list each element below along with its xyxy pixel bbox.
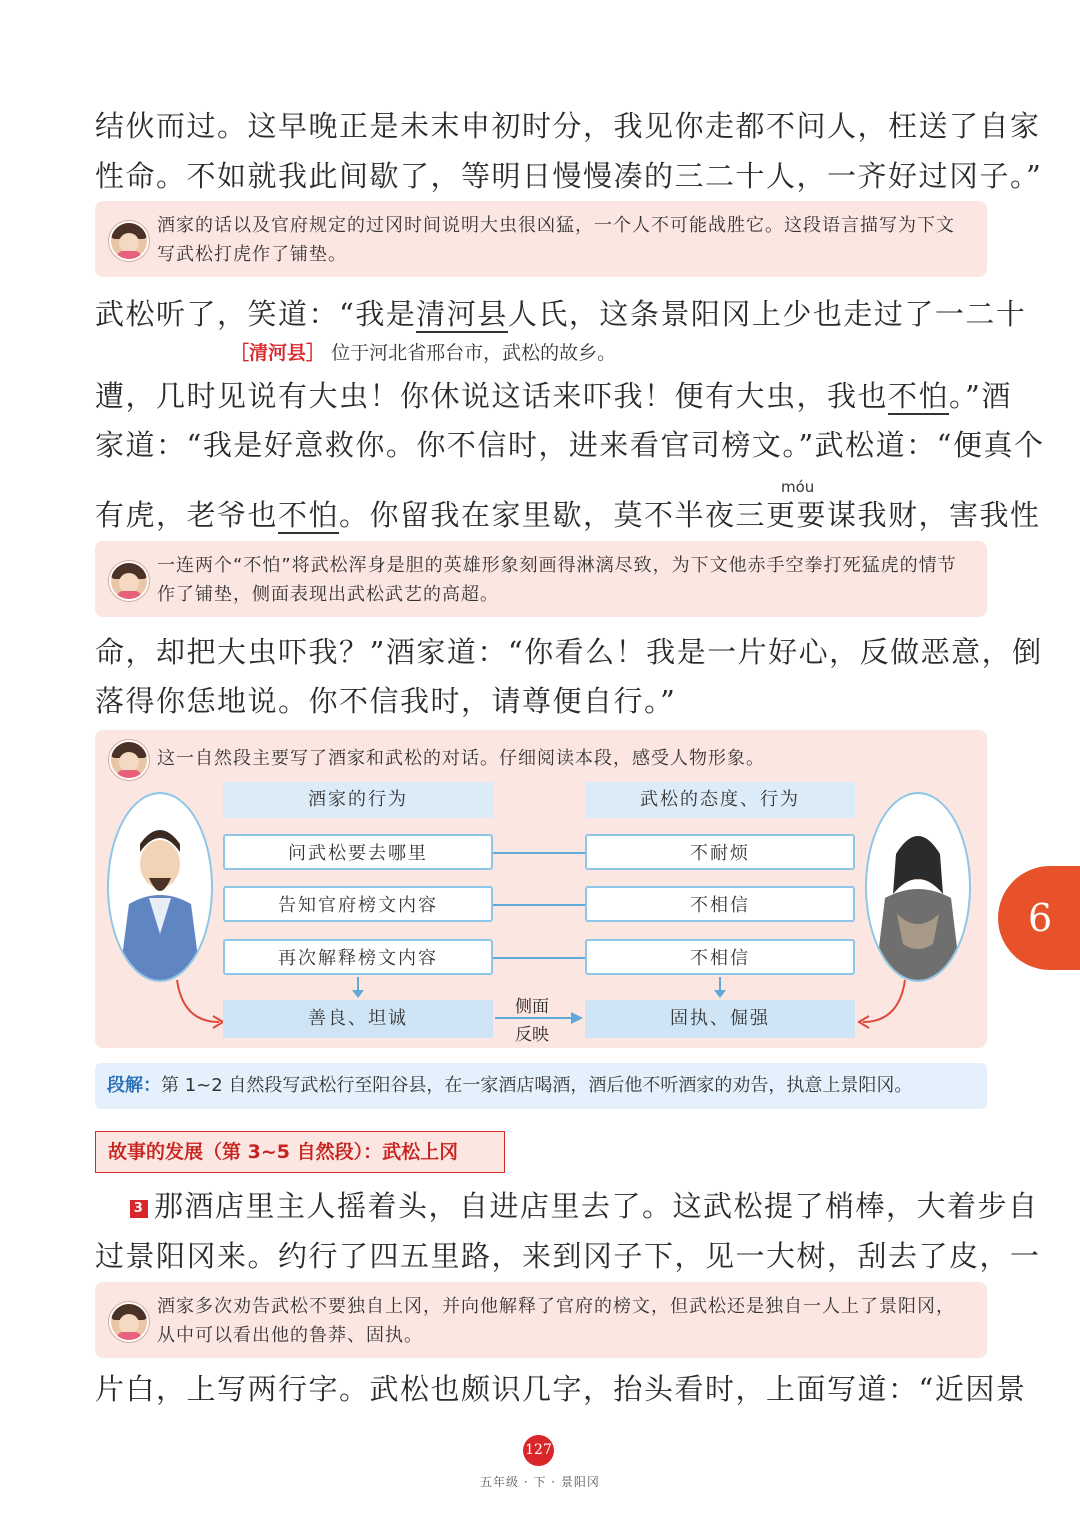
arrow-label-bottom: 反映 [515,1025,549,1045]
innkeeper-action-2: 告知官府榜文内容 [223,886,493,922]
summary-label: 段解： [107,1075,161,1096]
annotation-text: 酒家的话以及官府规定的过冈时间说明大虫很凶猛，一个人不可能战胜它。这段语言描写为下文写武松打虎作了铺垫。 [157,215,955,265]
teacher-avatar-icon [109,1302,149,1342]
text-line-6: 有虎，老爷也不怕。你留我在家里歇，莫不半夜三更要谋我财，害我性 [95,498,1041,532]
text-line-10: 过景阳冈来。约行了四五里路，来到冈子下，见一大树，刮去了皮，一 [95,1239,1041,1273]
teacher-avatar-icon [109,221,149,261]
text-line-4: 遭，几时见说有大虫！你休说这话来吓我！便有大虫，我也不怕。”酒 [95,379,1012,413]
annotation-text: 酒家多次劝告武松不要独自上冈，并向他解释了官府的榜文，但武松还是独自一人上了景阳冈，从中可以看出他的鲁莽、固执。 [157,1296,955,1346]
chapter-tab: 6 [998,866,1080,970]
glossary-note [230,338,616,365]
page-footer: 五年级 · 下 · 景阳冈 [480,1475,600,1489]
pinyin-annotation: móu [781,478,815,496]
innkeeper-trait: 善良、坦诚 [223,1000,493,1038]
page-number: 127 [523,1435,554,1466]
diagram-title: 这一自然段主要写了酒家和武松的对话。仔细阅读本段，感受人物形象。 [157,748,765,769]
wusong-response-3: 不相信 [585,939,855,975]
wusong-trait: 固执、倔强 [585,1000,855,1038]
character-analysis-diagram [95,730,987,1048]
arrow-label-top: 侧面 [515,997,549,1017]
wusong-response-1: 不耐烦 [585,834,855,870]
innkeeper-action-1: 问武松要去哪里 [223,834,493,870]
glossary-text: 位于河北省邢台市，武松的故乡。 [331,342,617,364]
text-line-8: 落得你恁地说。你不信我时，请尊便自行。” [95,684,677,718]
text-line-2: 性命。不如就我此间歇了，等明日慢慢凑的三二十人，一齐好过冈子。” [95,159,1043,193]
annotation-note-1 [95,201,987,277]
text-line-5: 家道：“我是好意救你。你不信时，进来看官司榜文。”武松道：“便真个 [95,428,1045,462]
wusong-response-2: 不相信 [585,886,855,922]
paragraph-summary [95,1063,987,1109]
text-line-7: 命，却把大虫吓我？”酒家道：“你看么！我是一片好心，反做恶意，倒 [95,635,1043,669]
teacher-avatar-icon [109,561,149,601]
innkeeper-header: 酒家的行为 [223,782,493,818]
section-title: 故事的发展（第 3~5 自然段）：武松上冈 [95,1131,505,1173]
underlined-phrase: 不怕 [888,379,950,413]
text-line-9: 3 那酒店里主人摇着头，自进店里去了。这武松提了梢棒，大着步自 [130,1186,990,1226]
paragraph-number-badge: 3 [130,1200,148,1218]
text-line-1: 结伙而过。这早晚正是未末申初时分，我见你走都不问人，枉送了自家 [95,109,1041,143]
underlined-phrase: 不怕 [278,498,340,532]
text-line-11: 片白，上写两行字。武松也颇识几字，抬头看时，上面写道：“近因景 [95,1372,1027,1406]
wusong-header: 武松的态度、行为 [585,782,855,818]
annotation-note-3 [95,1282,987,1358]
text-line-3: 武松听了，笑道：“我是清河县人氏，这条景阳冈上少也走过了一二十 [95,297,1027,331]
innkeeper-action-3: 再次解释榜文内容 [223,939,493,975]
annotation-text: 一连两个“不怕”将武松浑身是胆的英雄形象刻画得淋漓尽致，为下文他赤手空拳打死猛虎的情节作了铺垫，侧面表现出武松武艺的高超。 [157,555,957,605]
underlined-term: 清河县 [416,297,508,331]
annotation-note-2 [95,541,987,617]
summary-text: 第 1~2 自然段写武松行至阳谷县，在一家酒店喝酒，酒后他不听酒家的劝告，执意上景阳冈。 [161,1075,913,1096]
glossary-term: ［清河县］ [230,342,326,364]
